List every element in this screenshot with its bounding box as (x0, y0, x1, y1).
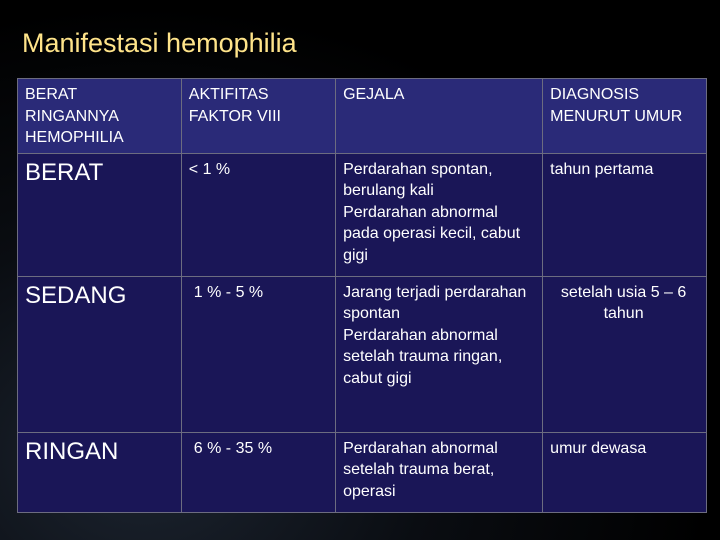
cell-activity: < 1 % (181, 153, 335, 276)
header-activity: AKTIFITAS FAKTOR VIII (181, 79, 335, 154)
cell-severity: SEDANG (18, 276, 182, 432)
cell-activity: 6 % - 35 % (181, 432, 335, 512)
slide-title: Manifestasi hemophilia (22, 28, 297, 58)
cell-symptoms (336, 153, 543, 276)
table-row (18, 276, 707, 432)
symptom-line: Perdarahan abnormal setelah trauma ringan, cabut gigi (343, 326, 503, 387)
symptom-line: Jarang terjadi perdarahan spontan (343, 283, 527, 322)
cell-diagnosis: tahun pertama (543, 153, 707, 276)
header-symptoms: GEJALA (336, 79, 543, 154)
cell-severity: BERAT (18, 153, 182, 276)
symptom-line: Perdarahan spontan, berulang kali (343, 160, 493, 199)
header-diagnosis: DIAGNOSIS MENURUT UMUR (543, 79, 707, 154)
cell-diagnosis: umur dewasa (543, 432, 707, 512)
header-severity: BERAT RINGANNYA HEMOPHILIA (18, 79, 182, 154)
cell-symptoms (336, 432, 543, 512)
hemophilia-table (17, 78, 707, 513)
symptom-line: Perdarahan abnormal pada operasi kecil, cabut gigi (343, 203, 521, 264)
table-row (18, 153, 707, 276)
cell-diagnosis: setelah usia 5 – 6 tahun (543, 276, 707, 432)
table-header-row (18, 79, 707, 154)
symptom-line: Perdarahan abnormal setelah trauma berat, operasi (343, 439, 498, 500)
cell-activity: 1 % - 5 % (181, 276, 335, 432)
table-row (18, 432, 707, 512)
cell-symptoms (336, 276, 543, 432)
cell-severity: RINGAN (18, 432, 182, 512)
